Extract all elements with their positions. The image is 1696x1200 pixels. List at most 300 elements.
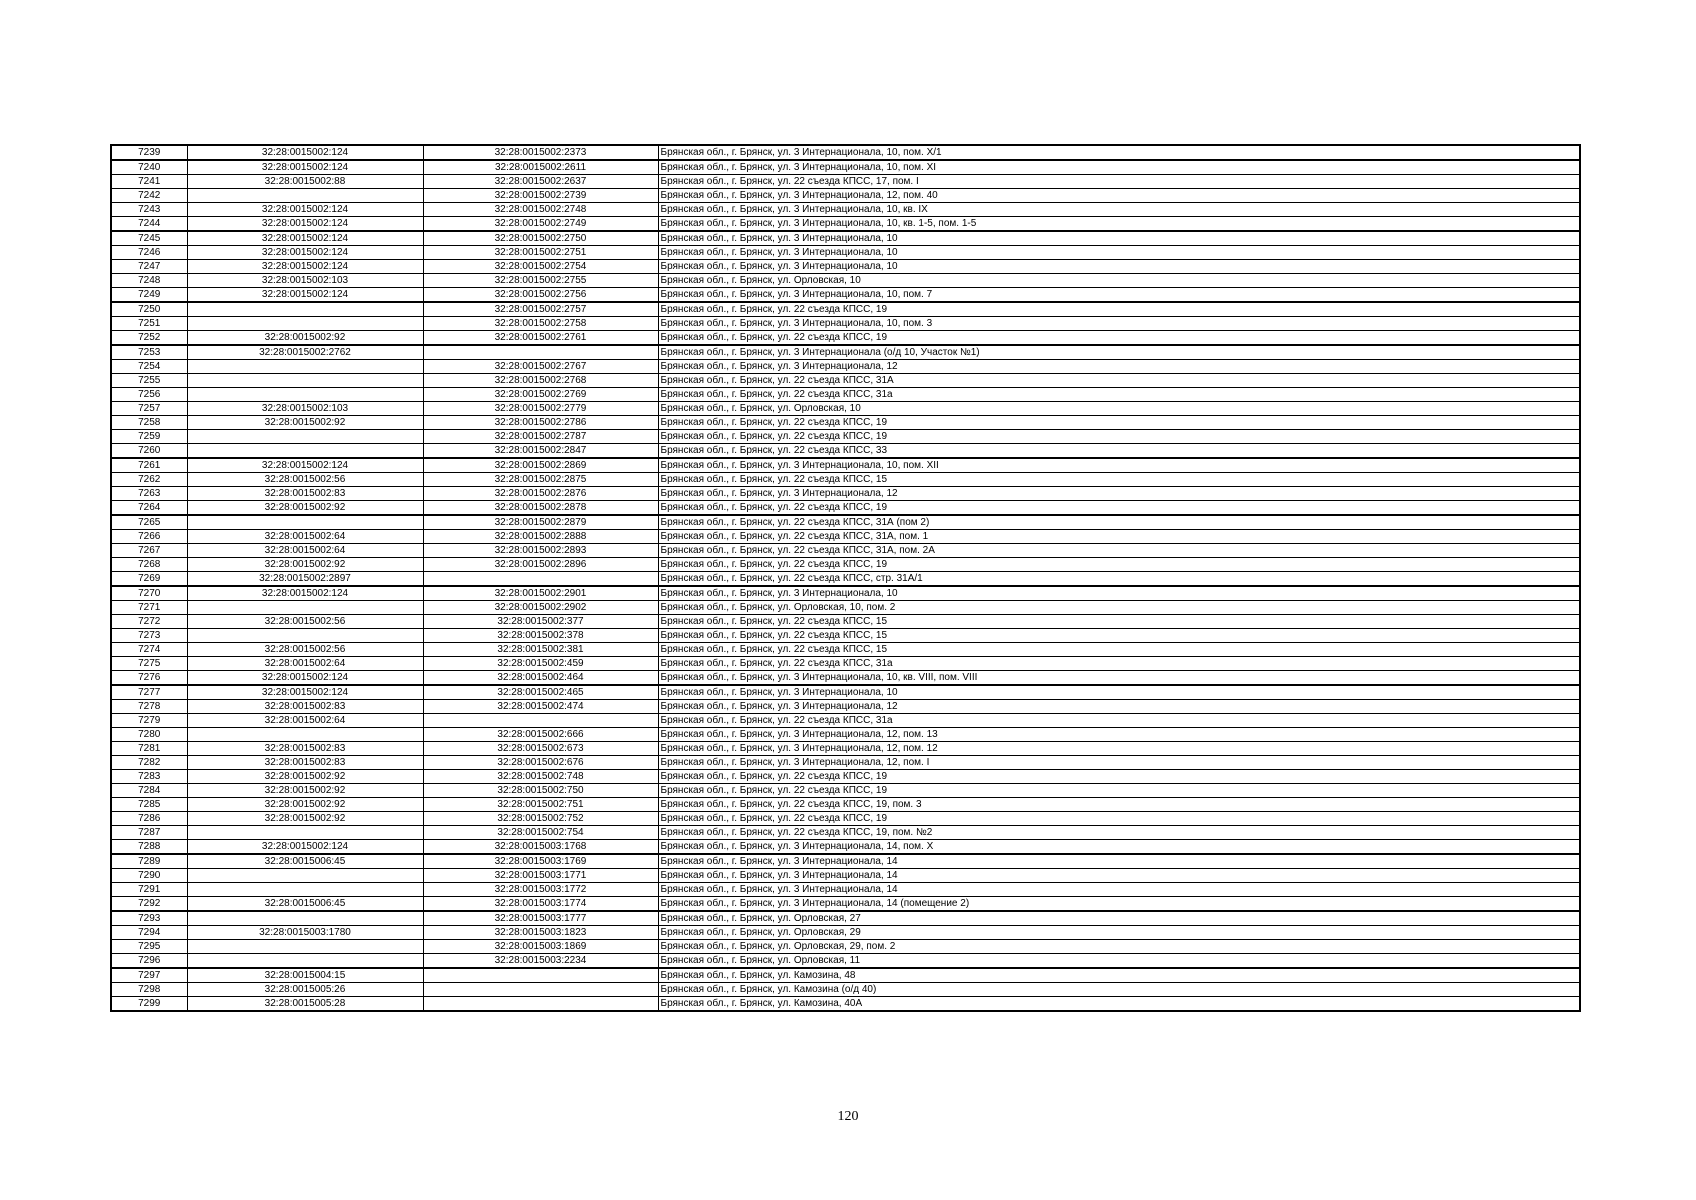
table-row — [111, 897, 1580, 912]
object-number-cell: 32:28:0015002:2739 — [423, 189, 658, 203]
table-row — [111, 189, 1580, 203]
row-number-cell: 7276 — [111, 671, 187, 686]
table-row — [111, 246, 1580, 260]
parcel-number-cell: 32:28:0015002:92 — [187, 416, 423, 430]
row-number-cell: 7261 — [111, 458, 187, 473]
row-number-cell: 7240 — [111, 160, 187, 175]
parcel-number-cell — [187, 629, 423, 643]
table-row — [111, 345, 1580, 360]
row-number-cell: 7247 — [111, 260, 187, 274]
table-row — [111, 601, 1580, 615]
row-number-cell: 7250 — [111, 302, 187, 317]
address-cell: Брянская обл., г. Брянск, ул. Камозина (о/д 40) — [658, 983, 1580, 997]
parcel-number-cell — [187, 444, 423, 459]
row-number-cell: 7249 — [111, 288, 187, 303]
table-row — [111, 714, 1580, 728]
row-number-cell: 7291 — [111, 883, 187, 897]
object-number-cell: 32:28:0015002:2757 — [423, 302, 658, 317]
table-row — [111, 840, 1580, 855]
parcel-number-cell: 32:28:0015002:92 — [187, 770, 423, 784]
address-cell: Брянская обл., г. Брянск, ул. 3 Интернационала, 10, кв. VIII, пом. VIII — [658, 671, 1580, 686]
object-number-cell: 32:28:0015002:2751 — [423, 246, 658, 260]
address-cell: Брянская обл., г. Брянск, ул. Орловская, 10, пом. 2 — [658, 601, 1580, 615]
parcel-number-cell: 32:28:0015002:83 — [187, 487, 423, 501]
row-number-cell: 7268 — [111, 558, 187, 572]
object-number-cell: 32:28:0015002:2896 — [423, 558, 658, 572]
row-number-cell: 7256 — [111, 388, 187, 402]
object-number-cell: 32:28:0015002:2847 — [423, 444, 658, 459]
address-cell: Брянская обл., г. Брянск, ул. 22 съезда КПСС, 19 — [658, 302, 1580, 317]
table-row — [111, 685, 1580, 700]
object-number-cell: 32:28:0015002:676 — [423, 756, 658, 770]
table-row — [111, 784, 1580, 798]
address-cell: Брянская обл., г. Брянск, ул. 3 Интернационала, 14 — [658, 883, 1580, 897]
parcel-number-cell: 32:28:0015002:124 — [187, 260, 423, 274]
parcel-number-cell: 32:28:0015002:103 — [187, 274, 423, 288]
row-number-cell: 7257 — [111, 402, 187, 416]
parcel-number-cell: 32:28:0015003:1780 — [187, 926, 423, 940]
parcel-number-cell: 32:28:0015002:83 — [187, 700, 423, 714]
address-cell: Брянская обл., г. Брянск, ул. 22 съезда КПСС, 19 — [658, 430, 1580, 444]
parcel-number-cell: 32:28:0015002:88 — [187, 175, 423, 189]
parcel-number-cell: 32:28:0015002:92 — [187, 331, 423, 346]
address-cell: Брянская обл., г. Брянск, ул. 3 Интернационала, 10 — [658, 246, 1580, 260]
table-row — [111, 487, 1580, 501]
object-number-cell: 32:28:0015002:751 — [423, 798, 658, 812]
page-number: 120 — [837, 1109, 859, 1124]
object-number-cell: 32:28:0015002:2749 — [423, 217, 658, 232]
row-number-cell: 7288 — [111, 840, 187, 855]
address-cell: Брянская обл., г. Брянск, ул. 3 Интернационала, 12 — [658, 700, 1580, 714]
parcel-number-cell: 32:28:0015002:124 — [187, 288, 423, 303]
object-number-cell: 32:28:0015002:2779 — [423, 402, 658, 416]
object-number-cell: 32:28:0015002:2748 — [423, 203, 658, 217]
table-row — [111, 331, 1580, 346]
object-number-cell: 32:28:0015002:378 — [423, 629, 658, 643]
address-cell: Брянская обл., г. Брянск, ул. Орловская, 27 — [658, 911, 1580, 926]
parcel-number-cell: 32:28:0015002:103 — [187, 402, 423, 416]
row-number-cell: 7299 — [111, 997, 187, 1012]
object-number-cell: 32:28:0015002:2902 — [423, 601, 658, 615]
object-number-cell — [423, 968, 658, 983]
address-cell: Брянская обл., г. Брянск, ул. 22 съезда КПСС, 17, пом. I — [658, 175, 1580, 189]
parcel-number-cell — [187, 869, 423, 883]
table-row — [111, 274, 1580, 288]
parcel-number-cell: 32:28:0015002:92 — [187, 558, 423, 572]
table-row — [111, 360, 1580, 374]
row-number-cell: 7279 — [111, 714, 187, 728]
parcel-number-cell — [187, 374, 423, 388]
object-number-cell: 32:28:0015002:2875 — [423, 473, 658, 487]
table-row — [111, 854, 1580, 869]
parcel-number-cell — [187, 430, 423, 444]
object-number-cell: 32:28:0015002:2786 — [423, 416, 658, 430]
address-cell: Брянская обл., г. Брянск, ул. 3 Интернационала, 12, пом. 40 — [658, 189, 1580, 203]
address-cell: Брянская обл., г. Брянск, ул. 22 съезда КПСС, стр. 31А/1 — [658, 572, 1580, 587]
object-number-cell: 32:28:0015002:2637 — [423, 175, 658, 189]
row-number-cell: 7243 — [111, 203, 187, 217]
parcel-number-cell: 32:28:0015002:92 — [187, 812, 423, 826]
row-number-cell: 7269 — [111, 572, 187, 587]
table-row — [111, 473, 1580, 487]
row-number-cell: 7248 — [111, 274, 187, 288]
address-cell: Брянская обл., г. Брянск, ул. 22 съезда КПСС, 31А, пом. 2А — [658, 544, 1580, 558]
parcel-number-cell: 32:28:0015002:64 — [187, 544, 423, 558]
address-cell: Брянская обл., г. Брянск, ул. 3 Интернационала, 10, пом. XII — [658, 458, 1580, 473]
address-cell: Брянская обл., г. Брянск, ул. 3 Интернационала, 12 — [658, 487, 1580, 501]
table-row — [111, 798, 1580, 812]
parcel-number-cell: 32:28:0015002:64 — [187, 657, 423, 671]
row-number-cell: 7290 — [111, 869, 187, 883]
address-cell: Брянская обл., г. Брянск, ул. 3 Интернационала, 10, пом. XI — [658, 160, 1580, 175]
address-cell: Брянская обл., г. Брянск, ул. 22 съезда КПСС, 19 — [658, 784, 1580, 798]
object-number-cell: 32:28:0015002:459 — [423, 657, 658, 671]
row-number-cell: 7294 — [111, 926, 187, 940]
address-cell: Брянская обл., г. Брянск, ул. Орловская, 10 — [658, 274, 1580, 288]
row-number-cell: 7259 — [111, 430, 187, 444]
table-row — [111, 402, 1580, 416]
row-number-cell: 7241 — [111, 175, 187, 189]
row-number-cell: 7270 — [111, 586, 187, 601]
parcel-number-cell: 32:28:0015002:2762 — [187, 345, 423, 360]
parcel-number-cell: 32:28:0015002:124 — [187, 217, 423, 232]
object-number-cell: 32:28:0015002:2869 — [423, 458, 658, 473]
object-number-cell — [423, 997, 658, 1012]
row-number-cell: 7274 — [111, 643, 187, 657]
object-number-cell: 32:28:0015003:1823 — [423, 926, 658, 940]
row-number-cell: 7264 — [111, 501, 187, 516]
address-cell: Брянская обл., г. Брянск, ул. 22 съезда КПСС, 19 — [658, 331, 1580, 346]
row-number-cell: 7275 — [111, 657, 187, 671]
table-row — [111, 288, 1580, 303]
address-cell: Брянская обл., г. Брянск, ул. 3 Интернационала, 12 — [658, 360, 1580, 374]
row-number-cell: 7281 — [111, 742, 187, 756]
parcel-number-cell — [187, 940, 423, 954]
row-number-cell: 7292 — [111, 897, 187, 912]
table-row — [111, 770, 1580, 784]
object-number-cell: 32:28:0015003:1869 — [423, 940, 658, 954]
parcel-number-cell: 32:28:0015002:92 — [187, 784, 423, 798]
row-number-cell: 7265 — [111, 515, 187, 530]
parcel-number-cell: 32:28:0015006:45 — [187, 854, 423, 869]
row-number-cell: 7271 — [111, 601, 187, 615]
table-row — [111, 615, 1580, 629]
parcel-number-cell: 32:28:0015004:15 — [187, 968, 423, 983]
registry-table — [110, 144, 1581, 1012]
address-cell: Брянская обл., г. Брянск, ул. 3 Интернационала, 10, кв. 1-5, пом. 1-5 — [658, 217, 1580, 232]
parcel-number-cell — [187, 728, 423, 742]
parcel-number-cell: 32:28:0015002:92 — [187, 501, 423, 516]
table-row — [111, 968, 1580, 983]
object-number-cell: 32:28:0015002:474 — [423, 700, 658, 714]
table-row — [111, 926, 1580, 940]
parcel-number-cell: 32:28:0015002:56 — [187, 615, 423, 629]
object-number-cell — [423, 345, 658, 360]
parcel-number-cell: 32:28:0015002:124 — [187, 160, 423, 175]
parcel-number-cell — [187, 360, 423, 374]
table-row — [111, 530, 1580, 544]
table-row — [111, 869, 1580, 883]
parcel-number-cell: 32:28:0015005:26 — [187, 983, 423, 997]
address-cell: Брянская обл., г. Брянск, ул. 22 съезда КПСС, 19 — [658, 770, 1580, 784]
object-number-cell: 32:28:0015003:1769 — [423, 854, 658, 869]
object-number-cell: 32:28:0015002:754 — [423, 826, 658, 840]
table-row — [111, 657, 1580, 671]
address-cell: Брянская обл., г. Брянск, ул. 3 Интернационала, 14 — [658, 869, 1580, 883]
row-number-cell: 7254 — [111, 360, 187, 374]
row-number-cell: 7295 — [111, 940, 187, 954]
table-row — [111, 728, 1580, 742]
address-cell: Брянская обл., г. Брянск, ул. 22 съезда КПСС, 19 — [658, 558, 1580, 572]
address-cell: Брянская обл., г. Брянск, ул. 3 Интернационала, 14, пом. Х — [658, 840, 1580, 855]
table-row — [111, 940, 1580, 954]
row-number-cell: 7286 — [111, 812, 187, 826]
row-number-cell: 7293 — [111, 911, 187, 926]
row-number-cell: 7242 — [111, 189, 187, 203]
parcel-number-cell: 32:28:0015002:56 — [187, 473, 423, 487]
object-number-cell: 32:28:0015002:750 — [423, 784, 658, 798]
table-row — [111, 826, 1580, 840]
object-number-cell: 32:28:0015003:1768 — [423, 840, 658, 855]
row-number-cell: 7285 — [111, 798, 187, 812]
object-number-cell: 32:28:0015002:2756 — [423, 288, 658, 303]
address-cell: Брянская обл., г. Брянск, ул. 22 съезда КПСС, 31а — [658, 657, 1580, 671]
row-number-cell: 7239 — [111, 145, 187, 160]
address-cell: Брянская обл., г. Брянск, ул. 3 Интернационала, 12, пом. 12 — [658, 742, 1580, 756]
parcel-number-cell: 32:28:0015002:124 — [187, 246, 423, 260]
row-number-cell: 7246 — [111, 246, 187, 260]
object-number-cell: 32:28:0015002:2768 — [423, 374, 658, 388]
address-cell: Брянская обл., г. Брянск, ул. Орловская, 10 — [658, 402, 1580, 416]
object-number-cell: 32:28:0015002:465 — [423, 685, 658, 700]
row-number-cell: 7266 — [111, 530, 187, 544]
row-number-cell: 7263 — [111, 487, 187, 501]
table-row — [111, 501, 1580, 516]
object-number-cell: 32:28:0015002:2901 — [423, 586, 658, 601]
parcel-number-cell — [187, 954, 423, 969]
table-row — [111, 586, 1580, 601]
parcel-number-cell — [187, 317, 423, 331]
table-row — [111, 317, 1580, 331]
row-number-cell: 7252 — [111, 331, 187, 346]
object-number-cell: 32:28:0015002:2878 — [423, 501, 658, 516]
address-cell: Брянская обл., г. Брянск, ул. 22 съезда КПСС, 19 — [658, 501, 1580, 516]
object-number-cell: 32:28:0015002:2761 — [423, 331, 658, 346]
object-number-cell: 32:28:0015002:2888 — [423, 530, 658, 544]
table-row — [111, 160, 1580, 175]
object-number-cell: 32:28:0015002:2373 — [423, 145, 658, 160]
object-number-cell: 32:28:0015002:2755 — [423, 274, 658, 288]
object-number-cell: 32:28:0015003:1771 — [423, 869, 658, 883]
parcel-number-cell: 32:28:0015002:124 — [187, 586, 423, 601]
parcel-number-cell: 32:28:0015002:124 — [187, 685, 423, 700]
table-row — [111, 700, 1580, 714]
address-cell: Брянская обл., г. Брянск, ул. 22 съезда КПСС, 31А — [658, 374, 1580, 388]
object-number-cell — [423, 983, 658, 997]
address-cell: Брянская обл., г. Брянск, ул. 3 Интернационала, 10, пом. 3 — [658, 317, 1580, 331]
object-number-cell — [423, 714, 658, 728]
row-number-cell: 7244 — [111, 217, 187, 232]
object-number-cell — [423, 572, 658, 587]
parcel-number-cell: 32:28:0015002:83 — [187, 756, 423, 770]
row-number-cell: 7272 — [111, 615, 187, 629]
row-number-cell: 7296 — [111, 954, 187, 969]
row-number-cell: 7251 — [111, 317, 187, 331]
table-row — [111, 883, 1580, 897]
parcel-number-cell: 32:28:0015002:124 — [187, 458, 423, 473]
address-cell: Брянская обл., г. Брянск, ул. 22 съезда КПСС, 19, пом. 3 — [658, 798, 1580, 812]
object-number-cell: 32:28:0015002:2769 — [423, 388, 658, 402]
parcel-number-cell: 32:28:0015002:56 — [187, 643, 423, 657]
parcel-number-cell — [187, 189, 423, 203]
address-cell: Брянская обл., г. Брянск, ул. 3 Интернационала, 10 — [658, 260, 1580, 274]
table-row — [111, 997, 1580, 1012]
parcel-number-cell: 32:28:0015002:124 — [187, 671, 423, 686]
object-number-cell: 32:28:0015002:2758 — [423, 317, 658, 331]
parcel-number-cell: 32:28:0015005:28 — [187, 997, 423, 1012]
table-row — [111, 302, 1580, 317]
row-number-cell: 7253 — [111, 345, 187, 360]
object-number-cell: 32:28:0015002:2611 — [423, 160, 658, 175]
address-cell: Брянская обл., г. Брянск, ул. 3 Интернационала, 10 — [658, 586, 1580, 601]
parcel-number-cell — [187, 388, 423, 402]
table-row — [111, 458, 1580, 473]
parcel-number-cell: 32:28:0015002:2897 — [187, 572, 423, 587]
row-number-cell: 7287 — [111, 826, 187, 840]
address-cell: Брянская обл., г. Брянск, ул. 22 съезда КПСС, 33 — [658, 444, 1580, 459]
table-row — [111, 217, 1580, 232]
row-number-cell: 7278 — [111, 700, 187, 714]
parcel-number-cell: 32:28:0015002:124 — [187, 840, 423, 855]
table-row — [111, 388, 1580, 402]
table-row — [111, 558, 1580, 572]
row-number-cell: 7282 — [111, 756, 187, 770]
row-number-cell: 7273 — [111, 629, 187, 643]
object-number-cell: 32:28:0015002:377 — [423, 615, 658, 629]
row-number-cell: 7255 — [111, 374, 187, 388]
table-row — [111, 145, 1580, 160]
table-row — [111, 430, 1580, 444]
parcel-number-cell — [187, 826, 423, 840]
table-row — [111, 515, 1580, 530]
object-number-cell: 32:28:0015002:381 — [423, 643, 658, 657]
address-cell: Брянская обл., г. Брянск, ул. 22 съезда КПСС, 31а — [658, 714, 1580, 728]
parcel-number-cell — [187, 601, 423, 615]
address-cell: Брянская обл., г. Брянск, ул. 3 Интернационала, 10, пом. 7 — [658, 288, 1580, 303]
parcel-number-cell — [187, 302, 423, 317]
parcel-number-cell — [187, 883, 423, 897]
address-cell: Брянская обл., г. Брянск, ул. 22 съезда КПСС, 31а — [658, 388, 1580, 402]
row-number-cell: 7258 — [111, 416, 187, 430]
parcel-number-cell: 32:28:0015002:64 — [187, 530, 423, 544]
table-row — [111, 671, 1580, 686]
object-number-cell: 32:28:0015002:2893 — [423, 544, 658, 558]
row-number-cell: 7260 — [111, 444, 187, 459]
parcel-number-cell — [187, 515, 423, 530]
row-number-cell: 7298 — [111, 983, 187, 997]
table-row — [111, 444, 1580, 459]
address-cell: Брянская обл., г. Брянск, ул. 3 Интернационала, 10 — [658, 685, 1580, 700]
address-cell: Брянская обл., г. Брянск, ул. 22 съезда КПСС, 19, пом. №2 — [658, 826, 1580, 840]
table-row — [111, 416, 1580, 430]
parcel-number-cell: 32:28:0015002:124 — [187, 203, 423, 217]
address-cell: Брянская обл., г. Брянск, ул. 3 Интернационала, 14 (помещение 2) — [658, 897, 1580, 912]
address-cell: Брянская обл., г. Брянск, ул. 3 Интернационала, 12, пом. I — [658, 756, 1580, 770]
address-cell: Брянская обл., г. Брянск, ул. 22 съезда КПСС, 15 — [658, 615, 1580, 629]
parcel-number-cell: 32:28:0015002:124 — [187, 231, 423, 246]
parcel-number-cell: 32:28:0015002:124 — [187, 145, 423, 160]
address-cell: Брянская обл., г. Брянск, ул. 3 Интернационала, 10, пом. Х/1 — [658, 145, 1580, 160]
object-number-cell: 32:28:0015002:748 — [423, 770, 658, 784]
object-number-cell: 32:28:0015002:464 — [423, 671, 658, 686]
object-number-cell: 32:28:0015003:2234 — [423, 954, 658, 969]
address-cell: Брянская обл., г. Брянск, ул. Орловская, 11 — [658, 954, 1580, 969]
row-number-cell: 7267 — [111, 544, 187, 558]
parcel-number-cell: 32:28:0015002:92 — [187, 798, 423, 812]
parcel-number-cell: 32:28:0015002:83 — [187, 742, 423, 756]
address-cell: Брянская обл., г. Брянск, ул. 22 съезда КПСС, 31А, пом. 1 — [658, 530, 1580, 544]
object-number-cell: 32:28:0015003:1777 — [423, 911, 658, 926]
object-number-cell: 32:28:0015002:2879 — [423, 515, 658, 530]
table-row — [111, 629, 1580, 643]
table-row — [111, 572, 1580, 587]
row-number-cell: 7245 — [111, 231, 187, 246]
row-number-cell: 7280 — [111, 728, 187, 742]
table-row — [111, 983, 1580, 997]
object-number-cell: 32:28:0015002:2787 — [423, 430, 658, 444]
address-cell: Брянская обл., г. Брянск, ул. Орловская, 29 — [658, 926, 1580, 940]
row-number-cell: 7283 — [111, 770, 187, 784]
address-cell: Брянская обл., г. Брянск, ул. Камозина, 40А — [658, 997, 1580, 1012]
object-number-cell: 32:28:0015003:1774 — [423, 897, 658, 912]
row-number-cell: 7262 — [111, 473, 187, 487]
parcel-number-cell: 32:28:0015006:45 — [187, 897, 423, 912]
row-number-cell: 7289 — [111, 854, 187, 869]
table-row — [111, 643, 1580, 657]
parcel-number-cell — [187, 911, 423, 926]
address-cell: Брянская обл., г. Брянск, ул. 3 Интернационала, 10 — [658, 231, 1580, 246]
address-cell: Брянская обл., г. Брянск, ул. 22 съезда КПСС, 15 — [658, 643, 1580, 657]
address-cell: Брянская обл., г. Брянск, ул. 22 съезда КПСС, 19 — [658, 416, 1580, 430]
object-number-cell: 32:28:0015002:666 — [423, 728, 658, 742]
table-row — [111, 911, 1580, 926]
object-number-cell: 32:28:0015002:2750 — [423, 231, 658, 246]
address-cell: Брянская обл., г. Брянск, ул. 22 съезда КПСС, 19 — [658, 812, 1580, 826]
table-row — [111, 203, 1580, 217]
table-row — [111, 954, 1580, 969]
address-cell: Брянская обл., г. Брянск, ул. 3 Интернационала, 12, пом. 13 — [658, 728, 1580, 742]
table-row — [111, 756, 1580, 770]
table-row — [111, 374, 1580, 388]
object-number-cell: 32:28:0015002:2876 — [423, 487, 658, 501]
address-cell: Брянская обл., г. Брянск, ул. 3 Интернационала, 14 — [658, 854, 1580, 869]
table-row — [111, 812, 1580, 826]
table-row — [111, 175, 1580, 189]
address-cell: Брянская обл., г. Брянск, ул. 3 Интернационала, 10, кв. IX — [658, 203, 1580, 217]
table-row — [111, 742, 1580, 756]
registry-table-body — [111, 145, 1580, 1011]
address-cell: Брянская обл., г. Брянск, ул. Орловская, 29, пом. 2 — [658, 940, 1580, 954]
object-number-cell: 32:28:0015002:2754 — [423, 260, 658, 274]
row-number-cell: 7297 — [111, 968, 187, 983]
table-row — [111, 231, 1580, 246]
parcel-number-cell: 32:28:0015002:64 — [187, 714, 423, 728]
object-number-cell: 32:28:0015002:673 — [423, 742, 658, 756]
address-cell: Брянская обл., г. Брянск, ул. 22 съезда КПСС, 15 — [658, 473, 1580, 487]
address-cell: Брянская обл., г. Брянск, ул. 22 съезда КПСС, 15 — [658, 629, 1580, 643]
table-row — [111, 260, 1580, 274]
object-number-cell: 32:28:0015002:752 — [423, 812, 658, 826]
